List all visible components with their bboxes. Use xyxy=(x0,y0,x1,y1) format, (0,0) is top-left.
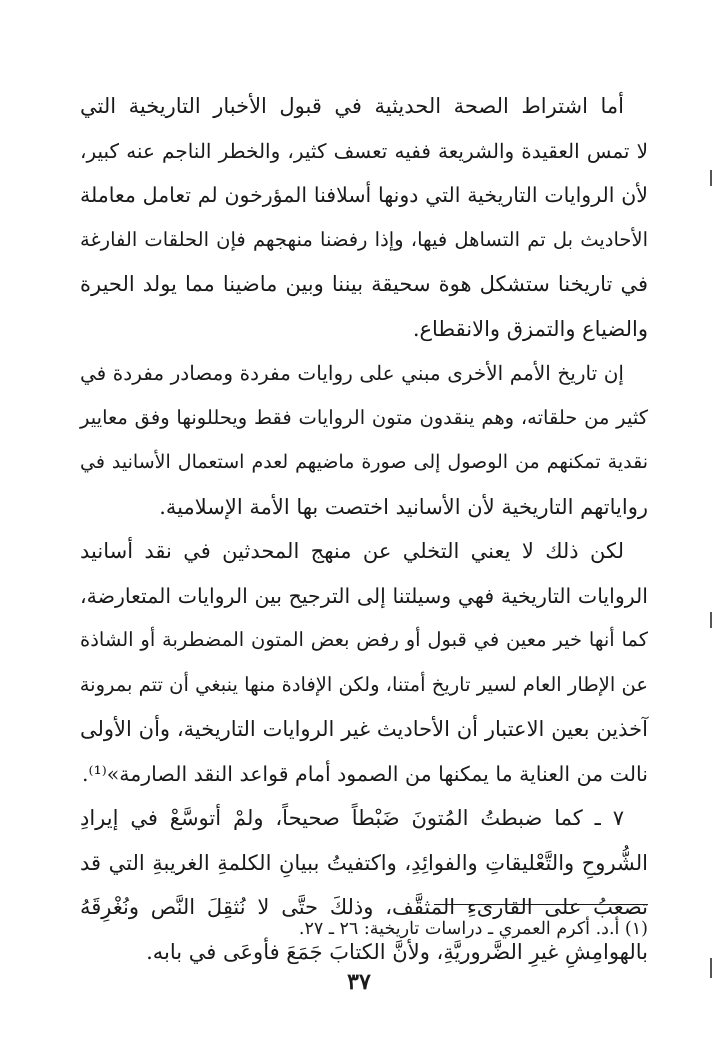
body-text xyxy=(80,84,648,974)
page-number: ٣٧ xyxy=(347,969,371,995)
text-line: في تاريخنا ستشكل هوة سحيقة بيننا وبين ماضينا مما يولد الحيرة xyxy=(80,272,648,296)
page-edge-mark xyxy=(710,958,712,978)
text-line: عن الإطار العام لسير تاريخ أمتنا، ولكن الإفادة منها ينبغي أن تتم بمرونة xyxy=(79,672,648,696)
text-line: تصعبُ على القارىءِ المثقَّف، وذلكَ حتَّى لا نُثقِلَ النَّص ونُغْرِقَهُ xyxy=(80,895,648,919)
paragraph-3 xyxy=(80,529,648,796)
paragraph-2 xyxy=(80,351,648,529)
footnote-separator xyxy=(434,904,648,905)
paragraph-4 xyxy=(80,796,648,974)
text-line: نالت من العناية ما يمكنها من الصمود أمام قواعد النقد الصارمة»⁽¹⁾. xyxy=(81,761,648,786)
text-line: أما اشتراط الصحة الحديثية في قبول الأخبار التاريخية التي xyxy=(80,94,624,118)
page-edge-mark xyxy=(710,612,712,628)
text-line: الشُّروحِ والتَّعْليقاتِ والفوائِدِ، واكتفيتُ ببيانِ الكلمةِ الغريبةِ التي قد xyxy=(80,850,648,875)
text-line: ٧ ـ كما ضبطتُ المُتونَ ضَبْطاً صحيحاً، ولمْ أتوسَّعْ في إيرادِ xyxy=(80,806,624,830)
text-line: رواياتهم التاريخية لأن الأسانيد اختصت بها الأمة الإسلامية. xyxy=(159,494,648,519)
text-line: نقدية تمكنهم من الوصول إلى صورة ماضيهم لعدم استعمال الأسانيد في xyxy=(80,451,648,473)
footnote: (١) أ.د. أكرم العمري ـ دراسات تاريخية: ٢٦ ـ ٢٧. xyxy=(298,919,648,939)
text-line: كثير من حلقاته، وهم ينقدون متون الروايات فقط ويحللونها وفق معايير xyxy=(80,405,648,429)
text-line: إن تاريخ الأمم الأخرى مبني على روايات مفردة ومصادر مفردة في xyxy=(80,361,624,385)
text-line: لكن ذلك لا يعني التخلي عن منهج المحدثين في نقد أسانيد xyxy=(80,539,624,563)
paragraph-1 xyxy=(80,84,648,351)
text-line: كما أنها خير معين في قبول أو رفض بعض المتون المضطربة أو الشاذة xyxy=(80,628,648,651)
text-line: بالهوامِشِ غيرِ الضَّروريَّةِ، ولأنَّ الكتابَ جَمَعَ فأوعَى في بابه. xyxy=(146,939,648,964)
text-line: الأحاديث بل تم التساهل فيها، وإذا رفضنا منهجهم فإن الحلقات الفارغة xyxy=(80,227,648,251)
text-line: لأن الروايات التاريخية التي دونها أسلافنا المؤرخون لم تعامل معاملة xyxy=(80,183,648,207)
text-line: لا تمس العقيدة والشريعة ففيه تعسف كثير، والخطر الناجم عنه كبير، xyxy=(80,138,648,163)
text-line: الروايات التاريخية فهي وسيلتنا إلى الترجيح بين الروايات المتعارضة، xyxy=(80,583,648,608)
text-line: آخذين بعين الاعتبار أن الأحاديث غير الروايات التاريخية، وأن الأولى xyxy=(80,717,648,741)
page-edge-mark xyxy=(710,170,712,186)
text-line: والضياع والتمزق والانقطاع. xyxy=(412,316,648,341)
